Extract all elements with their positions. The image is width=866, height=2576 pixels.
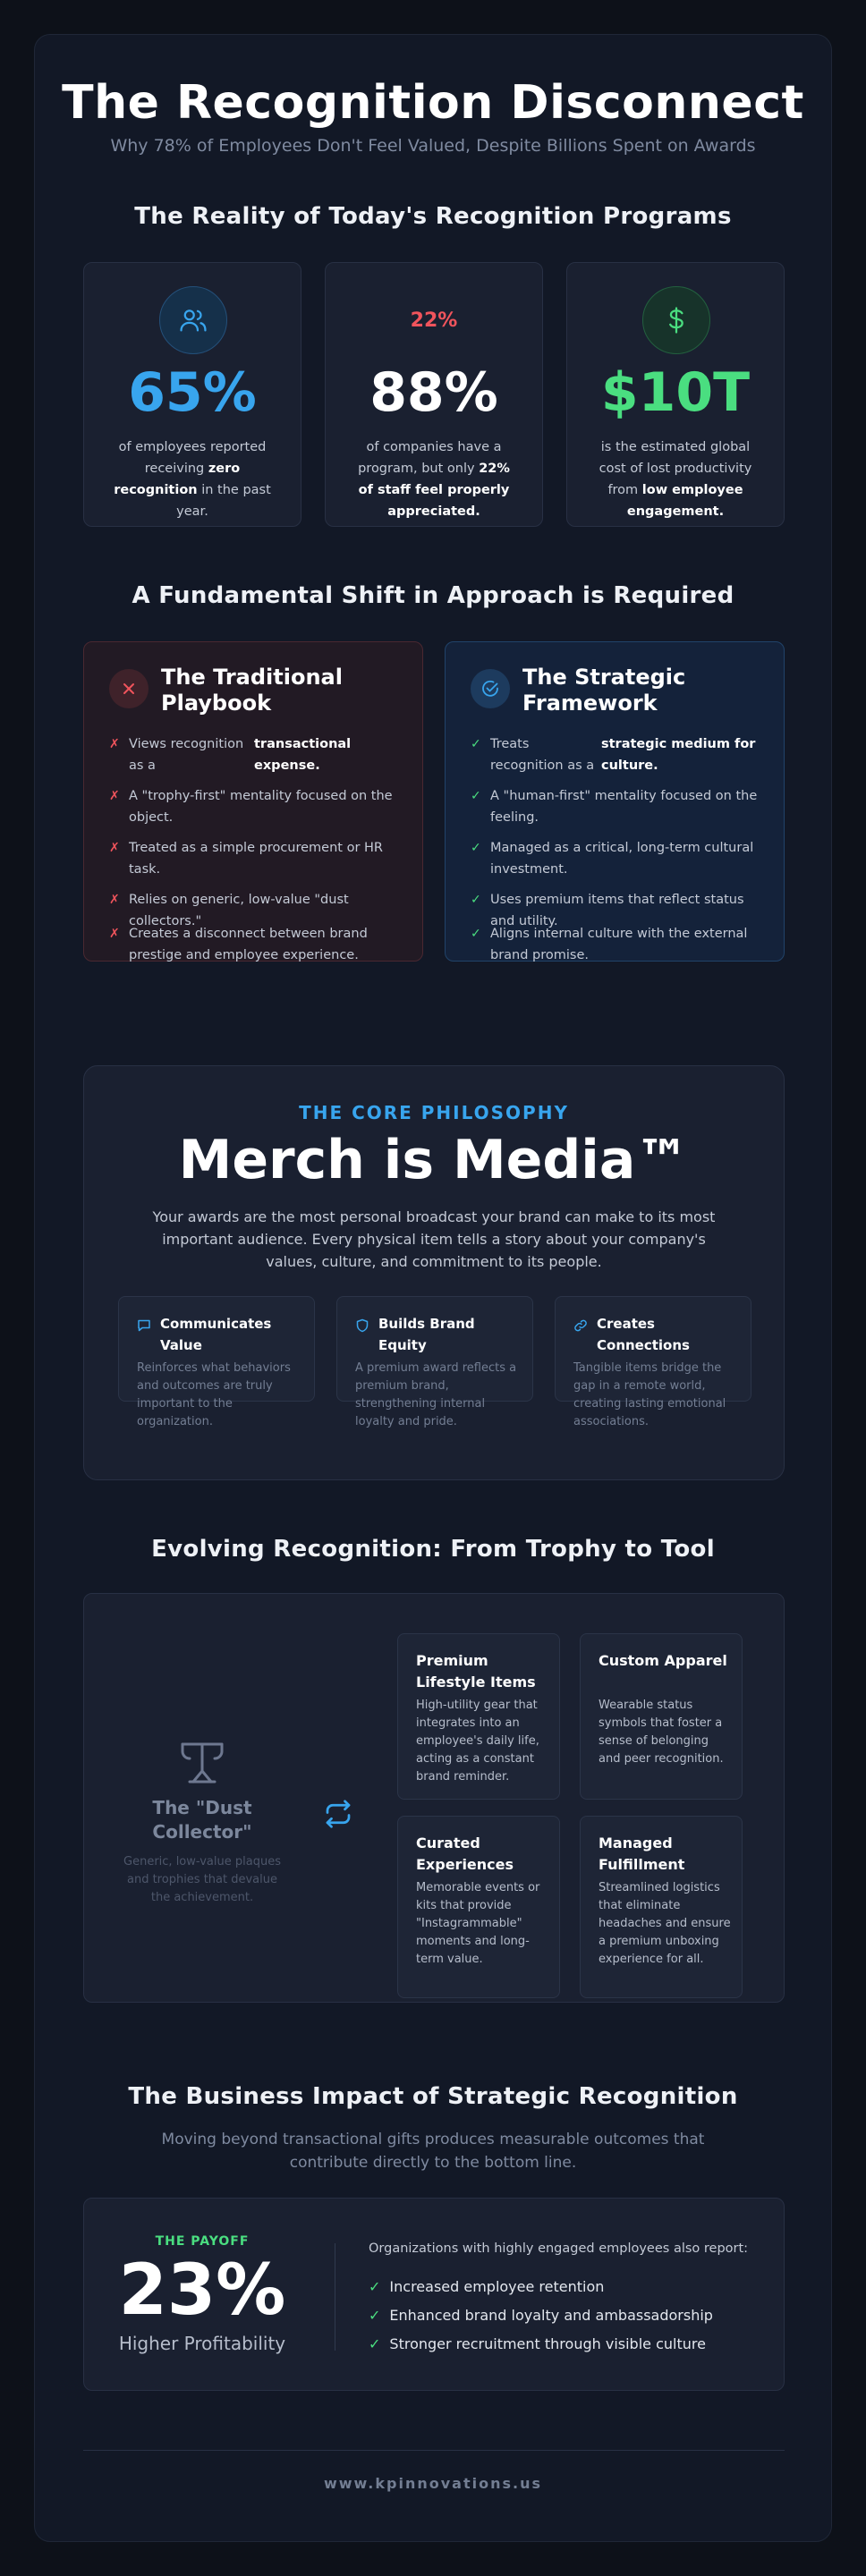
stat-description: of employees reported receiving zero recognition in the past year. <box>114 440 271 519</box>
dust-collector-description: Generic, low-value plaques and trophies that devalue the achievement. <box>123 1855 281 1904</box>
page-title: The Recognition Disconnect <box>62 76 804 130</box>
x-mark-icon: ✗ <box>109 789 120 803</box>
pillar-communicates-value <box>118 1296 315 1428</box>
stat-badge: 22% <box>410 309 458 332</box>
tile-custom-apparel <box>580 1633 743 1800</box>
check-mark-icon: ✓ <box>471 789 481 803</box>
link-icon <box>573 1318 588 1336</box>
report-list <box>369 2241 762 2367</box>
payoff-label: THE PAYOFF <box>155 2234 250 2249</box>
stat-card-employees <box>83 262 301 527</box>
tile-title: Curated Experiences <box>416 1835 514 1873</box>
strategic-item: ✓ Uses premium items that reflect status and utility. <box>490 889 768 932</box>
strategic-item: ✓ Managed as a critical, long-term cultural investment. <box>490 837 768 880</box>
traditional-playbook-card <box>83 641 423 962</box>
report-intro: Organizations with highly engaged employees also report: <box>369 2241 749 2256</box>
payoff-panel <box>83 2198 785 2391</box>
stat-description: is the estimated global cost of lost productivity from low employee engagement. <box>599 440 752 519</box>
pillar-body: A premium award reflects a premium brand, strengthening internal loyalty and pride. <box>355 1361 517 1428</box>
tile-title: Custom Apparel <box>599 1652 727 1669</box>
traditional-item: ✗ A "trophy-first" mentality focused on the object. <box>129 785 406 828</box>
page-subtitle: Why 78% of Employees Don't Feel Valued, Despite Billions Spent on Awards <box>110 136 756 156</box>
pillar-body: Reinforces what behaviors and outcomes are truly important to the organization. <box>137 1361 291 1428</box>
check-mark-icon: ✓ <box>471 737 481 751</box>
tile-premium-lifestyle-items <box>397 1633 560 1800</box>
close-icon <box>109 669 149 708</box>
strategic-item-emphasis: strategic medium for culture. <box>601 737 756 773</box>
stat-card-cost <box>566 262 785 527</box>
tile-title: Managed Fulfillment <box>599 1835 685 1873</box>
check-mark-icon: ✓ <box>471 927 481 941</box>
shield-icon <box>355 1318 369 1336</box>
traditional-item: ✗ Views recognition as a <box>129 733 245 776</box>
tile-body: Wearable status symbols that foster a sense of belonging and peer recognition. <box>599 1699 724 1766</box>
tile-managed-fulfillment <box>580 1816 743 1998</box>
philosophy-title: Merch is Media™ <box>178 1129 690 1191</box>
core-philosophy-panel <box>83 1065 785 1480</box>
dust-collector-title: The "Dust Collector" <box>152 1797 252 1843</box>
strategic-item: ✓ Aligns internal culture with the external brand promise. <box>490 923 768 966</box>
message-icon <box>137 1318 151 1336</box>
philosophy-eyebrow: THE CORE PHILOSOPHY <box>299 1102 569 1123</box>
trophy-icon <box>177 1735 227 1791</box>
report-item: ✓ Stronger recruitment through visible culture <box>369 2335 706 2352</box>
stat-card-companies <box>325 262 543 527</box>
strategic-item: ✓ Treats recognition as a <box>490 733 598 776</box>
traditional-item: ✗ Creates a disconnect between brand prestige and employee experience. <box>129 923 406 966</box>
stat-value: 65% <box>128 361 257 424</box>
infographic-panel <box>34 34 832 2542</box>
x-mark-icon: ✗ <box>109 893 120 907</box>
x-mark-icon: ✗ <box>109 841 120 855</box>
check-mark-icon: ✓ <box>369 2307 381 2324</box>
check-mark-icon: ✓ <box>369 2278 381 2295</box>
shift-heading: A Fundamental Shift in Approach is Required <box>132 582 734 609</box>
pillar-title: Communicates Value <box>160 1316 272 1353</box>
x-mark-icon: ✗ <box>109 927 120 941</box>
report-item: ✓ Enhanced brand loyalty and ambassadorship <box>369 2307 713 2324</box>
tile-title: Premium Lifestyle Items <box>416 1652 536 1690</box>
swap-arrows-icon <box>322 1798 354 1834</box>
strategic-framework-card <box>445 641 785 962</box>
reality-heading: The Reality of Today's Recognition Programs <box>134 203 732 230</box>
pillar-title: Creates Connections <box>597 1316 690 1353</box>
impact-heading: The Business Impact of Strategic Recognition <box>128 2083 738 2110</box>
traditional-item: ✗ Relies on generic, low-value "dust collectors." <box>129 889 406 932</box>
payoff-value: 23% <box>118 2250 286 2331</box>
x-mark-icon: ✗ <box>109 737 120 751</box>
tile-body: High-utility gear that integrates into an employee's daily life, acting as a constant brand reminder. <box>416 1699 539 1784</box>
impact-subheading: Moving beyond transactional gifts produces measurable outcomes that contribute directly to the bottom line. <box>161 2131 705 2172</box>
traditional-title: The Traditional Playbook <box>161 665 343 716</box>
check-mark-icon: ✓ <box>471 893 481 907</box>
traditional-item-emphasis: transactional expense. <box>254 737 352 773</box>
pillar-title: Builds Brand Equity <box>378 1316 475 1353</box>
stat-value: 88% <box>369 361 498 424</box>
users-icon <box>159 286 227 354</box>
check-circle-icon <box>471 669 510 708</box>
footer-link[interactable]: www.kpinnovations.us <box>323 2475 542 2492</box>
strategic-title: The Strategic Framework <box>522 665 686 716</box>
tile-body: Streamlined logistics that eliminate headaches and ensure a premium unboxing experience for all. <box>599 1881 731 1966</box>
payoff-caption: Higher Profitability <box>118 2333 286 2354</box>
traditional-item: ✗ Treated as a simple procurement or HR task. <box>129 837 406 880</box>
stat-description: of companies have a program, but only 22% of staff feel properly appreciated. <box>358 440 510 519</box>
strategic-item: ✓ A "human-first" mentality focused on the feeling. <box>490 785 768 828</box>
stat-value: $10T <box>600 361 751 424</box>
evolve-heading: Evolving Recognition: From Trophy to Tool <box>151 1536 715 1563</box>
dollar-icon <box>642 286 710 354</box>
pillar-builds-brand-equity <box>336 1296 533 1428</box>
check-mark-icon: ✓ <box>369 2335 381 2352</box>
pillar-creates-connections <box>555 1296 751 1428</box>
pillar-body: Tangible items bridge the gap in a remote world, creating lasting emotional associations. <box>573 1361 726 1428</box>
tile-curated-experiences <box>397 1816 560 1998</box>
tile-body: Memorable events or kits that provide "Instagrammable" moments and long-term value. <box>416 1881 540 1966</box>
philosophy-body: Your awards are the most personal broadcast your brand can make to its most important audience. Every physical item tells a story about your company's values, culture, and commitment to its people. <box>152 1208 716 1270</box>
footer-divider <box>83 2450 785 2451</box>
report-item: ✓ Increased employee retention <box>369 2278 605 2295</box>
evolve-panel <box>83 1593 785 2003</box>
check-mark-icon: ✓ <box>471 841 481 855</box>
